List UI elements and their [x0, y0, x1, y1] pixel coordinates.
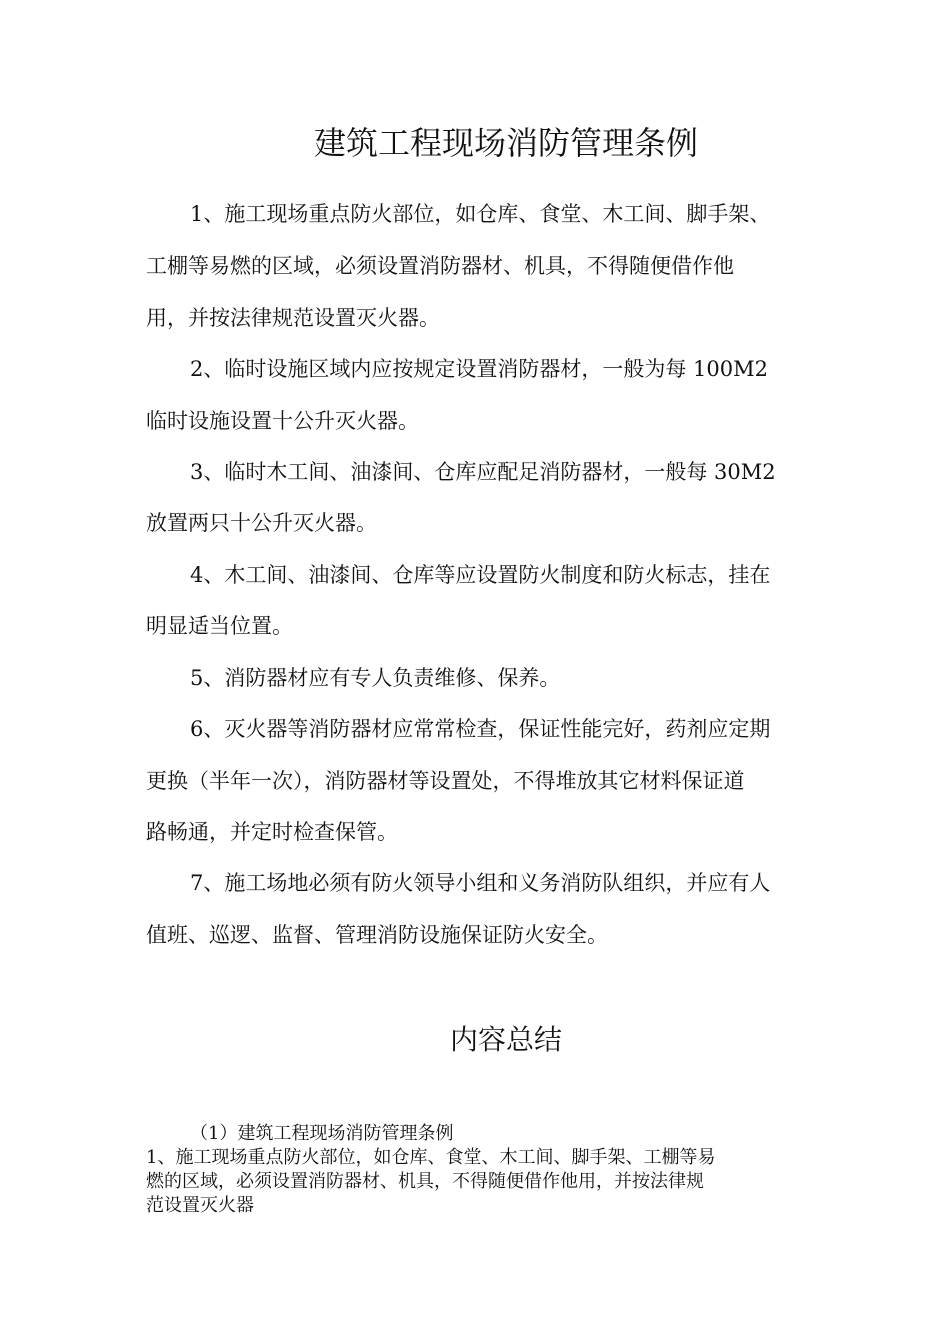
rule-4-line-2: 明显适当位置。: [146, 614, 293, 638]
rule-2-line-1: 2、临时设施区域内应按规定设置消防器材，一般为每 100M2: [190, 357, 768, 381]
rule-1-line-3: 用，并按法律规范设置灭火器。: [146, 306, 440, 330]
summary-line-2: 燃的区域，必须设置消防器材、机具，不得随便借作他用，并按法律规: [146, 1171, 704, 1192]
rule-6-line-2: 更换（半年一次），消防器材等设置处，不得堆放其它材料保证道: [146, 769, 745, 793]
rule-6-line-1: 6、灭火器等消防器材应常常检查，保证性能完好，药剂应定期: [190, 717, 771, 741]
rule-3-line-1: 3、临时木工间、油漆间、仓库应配足消防器材，一般每 30M2: [190, 460, 776, 484]
document-title: 建筑工程现场消防管理条例: [313, 124, 698, 162]
summary-line-1: 1、施工现场重点防火部位，如仓库、食堂、木工间、脚手架、工棚等易: [146, 1147, 716, 1168]
rule-7-line-2: 值班、巡逻、监督、管理消防设施保证防火安全。: [146, 923, 608, 947]
summary-line-3: 范设置灭火器: [146, 1195, 254, 1216]
rule-2-line-2: 临时设施设置十公升灭火器。: [146, 409, 419, 433]
rule-5-line-1: 5、消防器材应有专人负责维修、保养。: [190, 666, 561, 690]
summary-title: 内容总结: [449, 1023, 562, 1056]
rule-6-line-3: 路畅通，并定时检查保管。: [146, 820, 398, 844]
rule-1-line-2: 工棚等易燃的区域，必须设置消防器材、机具，不得随便借作他: [146, 254, 734, 278]
summary-heading: （1）建筑工程现场消防管理条例: [190, 1123, 454, 1144]
rule-1-line-1: 1、施工现场重点防火部位，如仓库、食堂、木工间、脚手架、: [190, 202, 771, 226]
rule-4-line-1: 4、木工间、油漆间、仓库等应设置防火制度和防火标志，挂在: [190, 563, 771, 587]
rule-7-line-1: 7、施工场地必须有防火领导小组和义务消防队组织，并应有人: [190, 871, 771, 895]
rule-3-line-2: 放置两只十公升灭火器。: [146, 511, 377, 535]
